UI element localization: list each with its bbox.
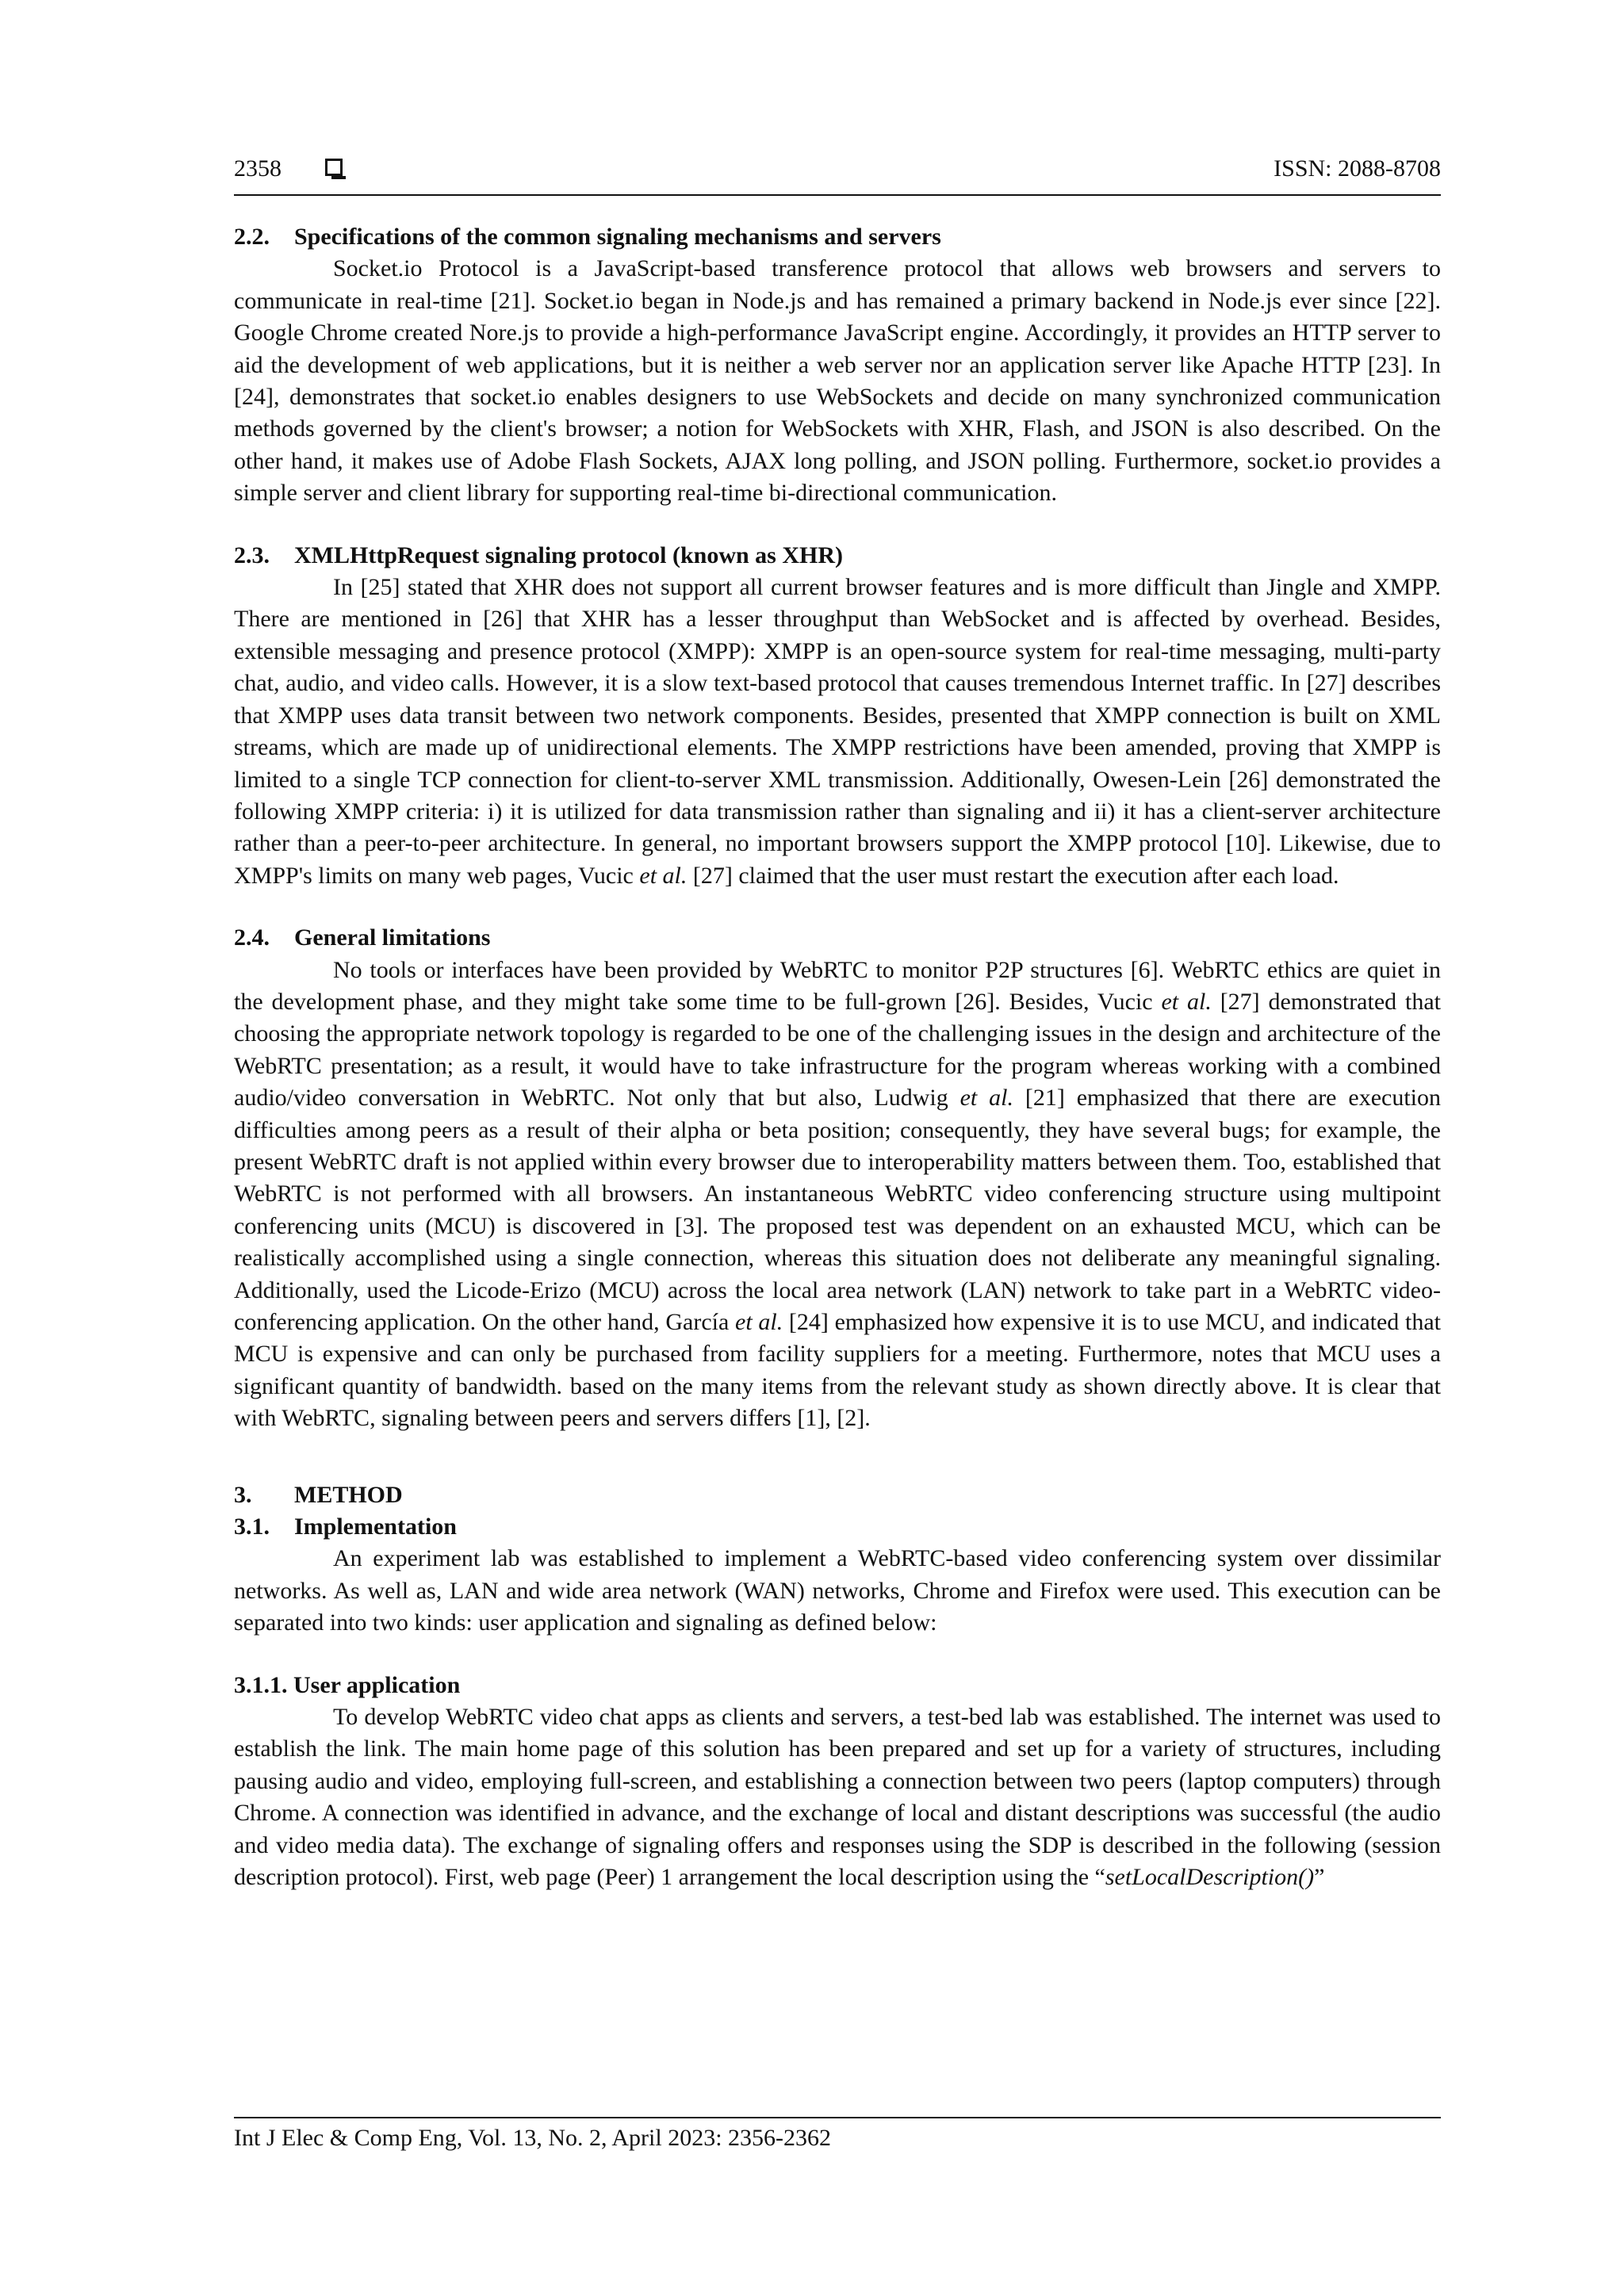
header-rule: [234, 194, 1441, 196]
issn-label: ISSN: 2088-8708: [1274, 155, 1441, 182]
section-heading-2-4: 2.4. General limitations: [234, 924, 491, 951]
page-body: [234, 221, 1441, 1894]
section-heading-2-2: 2.2. Specifications of the common signaling mechanisms and servers: [234, 224, 941, 250]
paragraph: In [25] stated that XHR does not support all current browser features and is more difficult than Jingle and XMPP. There are mentioned in [26] that XHR has a lesser throughput than WebSocket and is affected by overhead. Besides, extensible messaging and presence protocol (XMPP): XMPP is an open-source system for real-time messaging, multi-party chat, audio, and video calls. However, it is a slow text-based protocol that causes tremendous Internet traffic. In [27] describes that XMPP uses data transit between two network components. Besides, presented that XMPP connection is built on XML streams, which are made up of unidirectional elements. The XMPP restrictions have been amended, proving that XMPP is limited to a single TCP connection for client-to-server XML transmission. Additionally, Owesen-Lein [26] demonstrated the following XMPP criteria: i) it is utilized for data transmission rather than signaling and ii) it has a client-server architecture rather than a peer-to-peer architecture. In general, no important browsers support the XMPP protocol [10]. Likewise, due to XMPP's limits on many web pages, Vucic et al. [27] claimed that the user must restart the execution after each load.: [234, 574, 1441, 889]
paragraph: To develop WebRTC video chat apps as clients and servers, a test-bed lab was established. The internet was used to establish the link. The main home page of this solution has been prepared and set up for a variety of structures, including pausing audio and video, employing full-screen, and establishing a connection between two peers (laptop computers) through Chrome. A connection was identified in advance, and the exchange of local and distant descriptions was successful (the audio and video media data). The exchange of signaling offers and responses using the SDP is described in the following (session description protocol). First, web page (Peer) 1 arrangement the local description using the “setLocalDescription()”: [234, 1704, 1441, 1891]
paragraph: An experiment lab was established to implement a WebRTC-based video conferencing system over dissimilar networks. As well as, LAN and wide area network (WAN) networks, Chrome and Firefox were used. This execution can be separated into two kinds: user application and signaling as defined below:: [234, 1545, 1441, 1636]
section-heading-2-3: 2.3. XMLHttpRequest signaling protocol (known as XHR): [234, 541, 844, 568]
paragraph: No tools or interfaces have been provided by WebRTC to monitor P2P structures [6]. WebRTC ethics are quiet in the development phase, and they might take some time to be full-grown [26]. Besides, Vucic et al. [27] demonstrated that choosing the appropriate network topology is regarded to be one of the challenging issues in the design and architecture of the WebRTC presentation; as a result, it would have to take infrastructure for the program whereas working with a combined audio/video conversation in WebRTC. Not only that but also, Ludwig et al. [21] emphasized that there are execution difficulties among peers as a result of their alpha or beta position; consequently, they have several bugs; for example, the present WebRTC draft is not applied within every browser due to interoperability matters between them. Too, established that WebRTC is not performed with all browsers. An instantaneous WebRTC video conferencing structure using multipoint conferencing units (MCU) is discovered in [3]. The proposed test was dependent on an exhausted MCU, which can be realistically accomplished using a single connection, whereas this situation does not deliberate any meaningful signaling. Additionally, used the Licode-Erizo (MCU) across the local area network (LAN) network to take part in a WebRTC video-conferencing application. On the other hand, García et al. [24] emphasized how expensive it is to use MCU, and indicated that MCU is expensive and can only be purchased from facility suppliers for a meeting. Furthermore, notes that MCU uses a significant quantity of bandwidth. based on the many items from the relevant study as shown directly above. It is clear that with WebRTC, signaling between peers and servers differs [1], [2].: [234, 956, 1441, 1432]
section-heading-3: 3. METHOD: [234, 1481, 403, 1508]
checkbox-square-icon: [325, 159, 343, 176]
paragraph: Socket.io Protocol is a JavaScript-based transference protocol that allows web browsers and servers to communicate in real-time [21]. Socket.io began in Node.js and has remained a primary backend in Node.js ever since [22]. Google Chrome created Nore.js to provide a high-performance JavaScript engine. Accordingly, it provides an HTTP server to aid the development of web applications, but it is neither a web server nor an application server like Apache HTTP [23]. In [24], demonstrates that socket.io enables designers to use WebSockets and decide on many synchronized communication methods governed by the client's browser; a notion for WebSockets with XHR, Flash, and JSON is also described. On the other hand, it makes use of Adobe Flash Sockets, AJAX long polling, and JSON polling. Furthermore, socket.io provides a simple server and client library for supporting real-time bi-directional communication.: [234, 255, 1441, 507]
section-heading-3-1: 3.1. Implementation: [234, 1513, 457, 1540]
page-header: [234, 155, 1441, 190]
section-heading-3-1-1: 3.1.1. User application: [234, 1671, 461, 1698]
journal-citation: Int J Elec & Comp Eng, Vol. 13, No. 2, April 2023: 2356-2362: [234, 2125, 832, 2151]
footer-rule: [234, 2117, 1441, 2118]
page-number: 2358: [234, 155, 282, 182]
